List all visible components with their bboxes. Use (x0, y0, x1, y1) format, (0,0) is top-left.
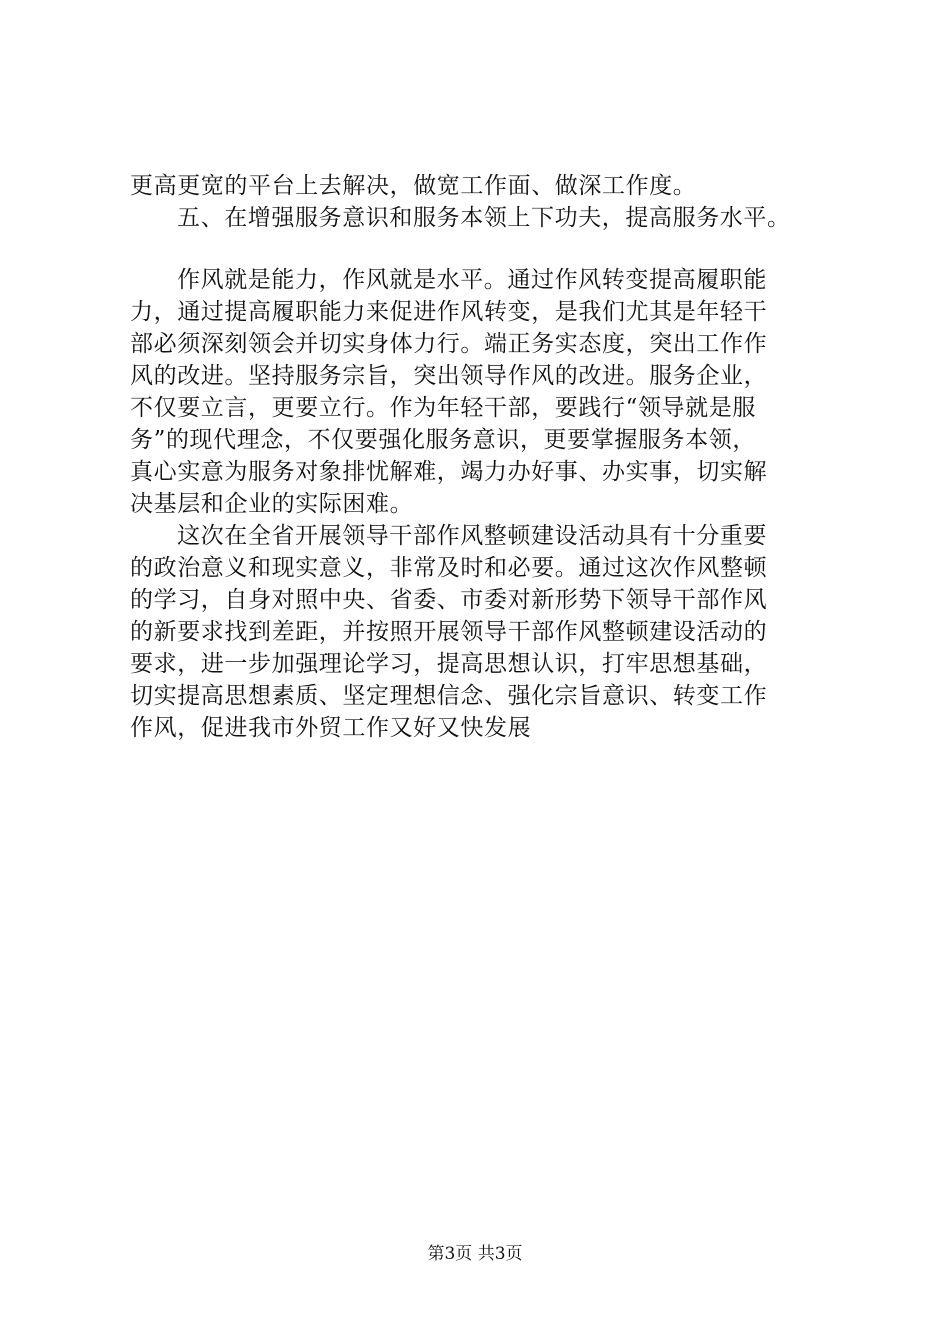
paragraph-1 (130, 264, 830, 520)
text-line: 决基层和企业的实际困难。 (130, 491, 414, 517)
text-line: 不仅要立言，更要立行。作为年轻干部，要践行“领导就是服 (130, 395, 756, 421)
text-line: 这次在全省开展领导干部作风整顿建设活动具有十分重要 (177, 523, 767, 549)
text-line: 风的改进。坚持服务宗旨，突出领导作风的改进。服务企业， (130, 363, 768, 389)
document-body (130, 170, 830, 744)
paragraph-gap (130, 234, 830, 264)
text-line: 部必须深刻领会并切实身体力行。端正务实态度，突出工作作 (130, 331, 768, 357)
text-line: 切实提高思想素质、坚定理想信念、强化宗旨意识、转变工作 (130, 683, 768, 709)
text-line: 力，通过提高履职能力来促进作风转变，是我们尤其是年轻干 (130, 299, 768, 325)
text-line: 的新要求找到差距，并按照开展领导干部作风整顿建设活动的 (130, 619, 768, 645)
text-line: 的学习，自身对照中央、省委、市委对新形势下领导干部作风 (130, 587, 768, 613)
text-line: 的政治意义和现实意义，非常及时和必要。通过这次作风整顿 (130, 555, 768, 581)
text-line: 要求，进一步加强理论学习，提高思想认识，打牢思想基础， (130, 651, 768, 677)
text-line: 作风就是能力，作风就是水平。通过作风转变提高履职能 (177, 267, 767, 293)
text-line: 真心实意为服务对象排忧解难，竭力办好事、办实事，切实解 (130, 459, 768, 485)
text-line: 更高更宽的平台上去解决，做宽工作面、做深工作度。 (130, 173, 697, 199)
page-footer: 第3页 共3页 (427, 1244, 523, 1264)
section-heading: 五、在增强服务意识和服务本领上下功夫，提高服务水平。 (177, 205, 791, 231)
text-line: 作风，促进我市外贸工作又好又快发展 (130, 715, 532, 741)
text-line: 务”的现代理念，不仅要强化服务意识，更要掌握服务本领， (130, 427, 756, 453)
paragraph-2 (130, 520, 830, 744)
